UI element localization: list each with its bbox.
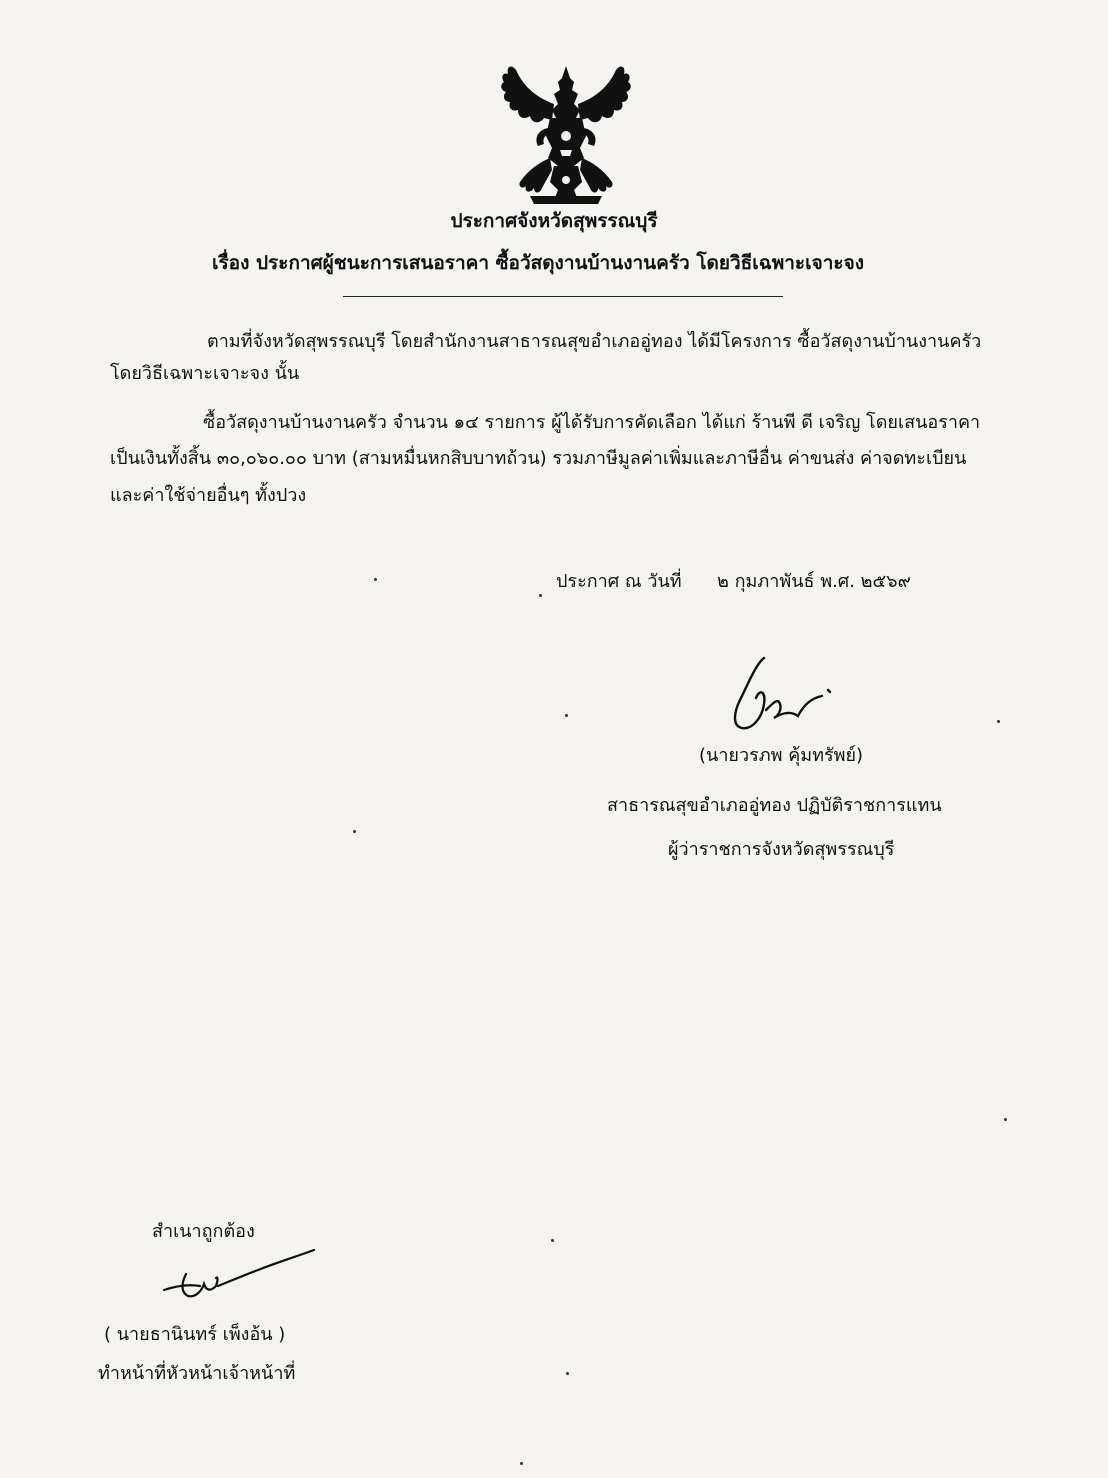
scan-speck — [520, 1462, 523, 1465]
signatory-name: (นายวรภพ คุ้มทรัพย์) — [699, 745, 864, 766]
document-title: ประกาศจังหวัดสุพรรณบุรี — [450, 210, 658, 232]
certified-copy-label: สำเนาถูกต้อง — [152, 1221, 255, 1242]
certifier-signature — [158, 1246, 320, 1310]
scan-speck — [374, 578, 377, 581]
certifier-position: ทำหน้าที่หัวหน้าเจ้าหน้าที่ — [98, 1363, 296, 1384]
signatory-position-2: ผู้ว่าราชการจังหวัดสุพรรณบุรี — [668, 839, 895, 860]
paragraph-2-line-1: ซื้อวัสดุงานบ้านงานครัว จำนวน ๑๔ รายการ ผู้ได้รับการคัดเลือก ได้แก่ ร้านพี ดี เจริญ โดยเสนอราคา — [203, 412, 981, 433]
paragraph-1-line-1: ตามที่จังหวัดสุพรรณบุรี โดยสำนักงานสาธารณสุขอำเภออู่ทอง ได้มีโครงการ ซื้อวัสดุงานบ้านงานครัว — [207, 331, 982, 352]
scan-speck — [997, 720, 1000, 723]
announce-date: ๒ กุมภาพันธ์ พ.ศ. ๒๕๖๙ — [717, 571, 911, 592]
paragraph-2-line-3: และค่าใช้จ่ายอื่นๆ ทั้งปวง — [110, 485, 307, 506]
garuda-emblem — [494, 58, 638, 206]
scan-speck — [539, 594, 542, 597]
document-subject: เรื่อง ประกาศผู้ชนะการเสนอราคา ซื้อวัสดุงานบ้านงานครัว โดยวิธีเฉพาะเจาะจง — [211, 252, 865, 274]
scan-speck — [1004, 1118, 1007, 1121]
paragraph-2-line-2: เป็นเงินทั้งสิ้น ๓๐,๐๖๐.๐๐ บาท (สามหมื่นหกสิบบาทถ้วน) รวมภาษีมูลค่าเพิ่มและภาษีอื่น ค่าขนส่ง ค่าจดทะเบียน — [110, 448, 967, 469]
certifier-name: ( นายธานินทร์ เพ็งอ้น ) — [104, 1324, 286, 1345]
title-divider — [343, 296, 783, 297]
scan-speck — [566, 1372, 569, 1375]
signatory-signature — [726, 654, 846, 736]
scan-speck — [551, 1239, 554, 1242]
announce-date-label: ประกาศ ณ วันที่ — [556, 571, 682, 592]
scan-speck — [565, 714, 568, 717]
signatory-position-1: สาธารณสุขอำเภออู่ทอง ปฏิบัติราชการแทน — [607, 795, 942, 816]
scan-speck — [353, 830, 356, 833]
paragraph-1-line-2: โดยวิธีเฉพาะเจาะจง นั้น — [110, 363, 300, 384]
